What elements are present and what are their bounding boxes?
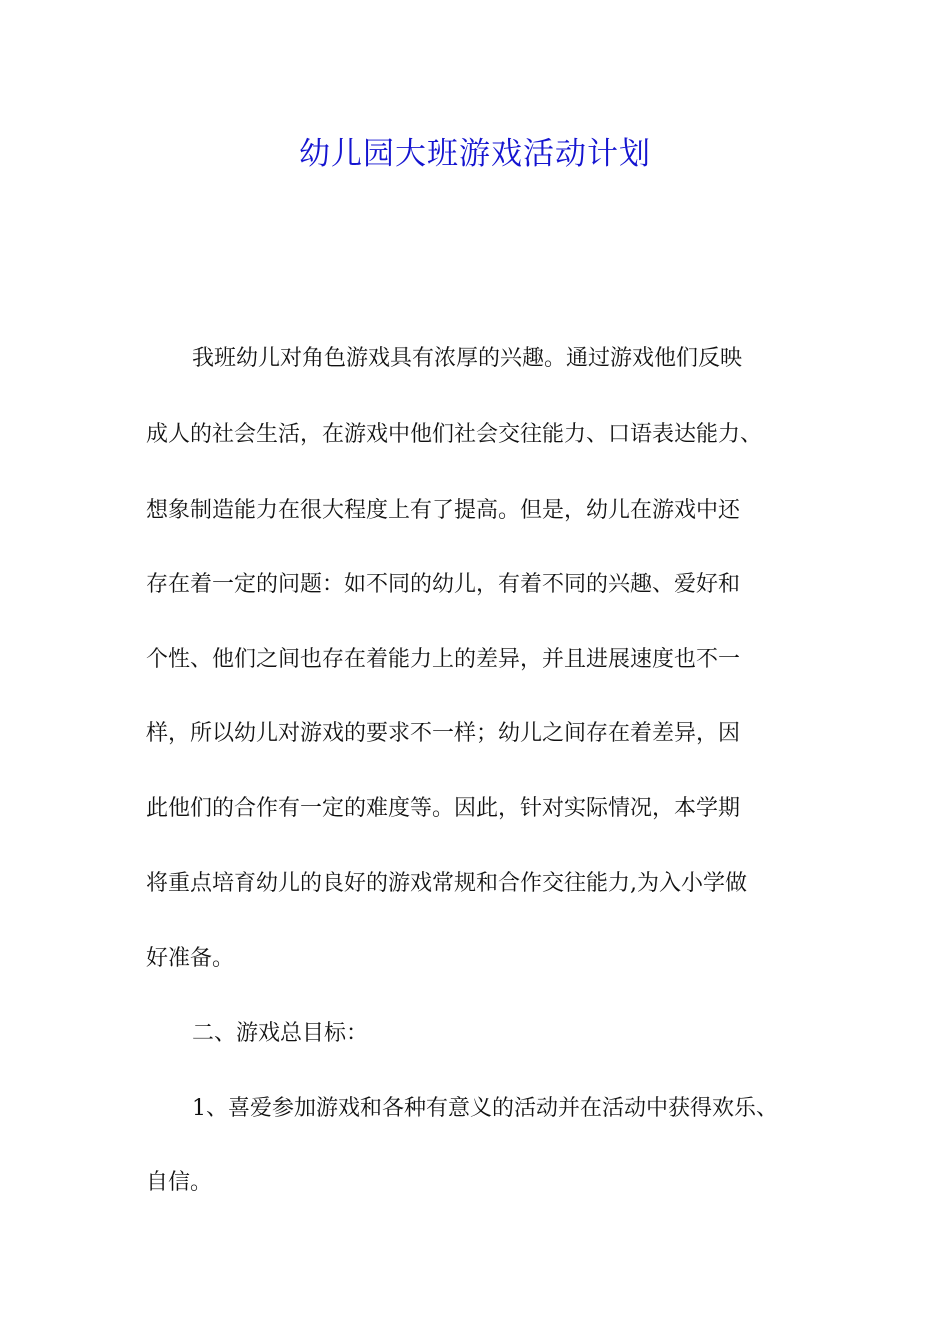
- section-heading: 二、游戏总目标：: [192, 1021, 369, 1046]
- list-item: 1、喜爱参加游戏和各种有意义的活动并在活动中获得欢乐、: [192, 1096, 778, 1121]
- list-item-continuation: 自信。: [146, 1170, 213, 1195]
- paragraph-line: 个性、他们之间也存在着能力上的差异，并且进展速度也不一: [146, 647, 741, 672]
- paragraph-line: 想象制造能力在很大程度上有了提高。但是，幼儿在游戏中还: [146, 498, 741, 523]
- paragraph-line: 成人的社会生活，在游戏中他们社会交往能力、口语表达能力、: [146, 422, 763, 447]
- paragraph-line: 将重点培育幼儿的良好的游戏常规和合作交往能力,为入小学做: [146, 871, 747, 896]
- page-title: 幼儿园大班游戏活动计划: [299, 136, 651, 172]
- paragraph-line: 我班幼儿对角色游戏具有浓厚的兴趣。通过游戏他们反映: [192, 346, 743, 371]
- paragraph-line: 此他们的合作有一定的难度等。因此，针对实际情况，本学期: [146, 796, 741, 821]
- paragraph-line: 样，所以幼儿对游戏的要求不一样；幼儿之间存在着差异，因: [146, 721, 741, 746]
- paragraph-line: 存在着一定的问题：如不同的幼儿，有着不同的兴趣、爱好和: [146, 572, 741, 597]
- paragraph-line: 好准备。: [146, 946, 235, 971]
